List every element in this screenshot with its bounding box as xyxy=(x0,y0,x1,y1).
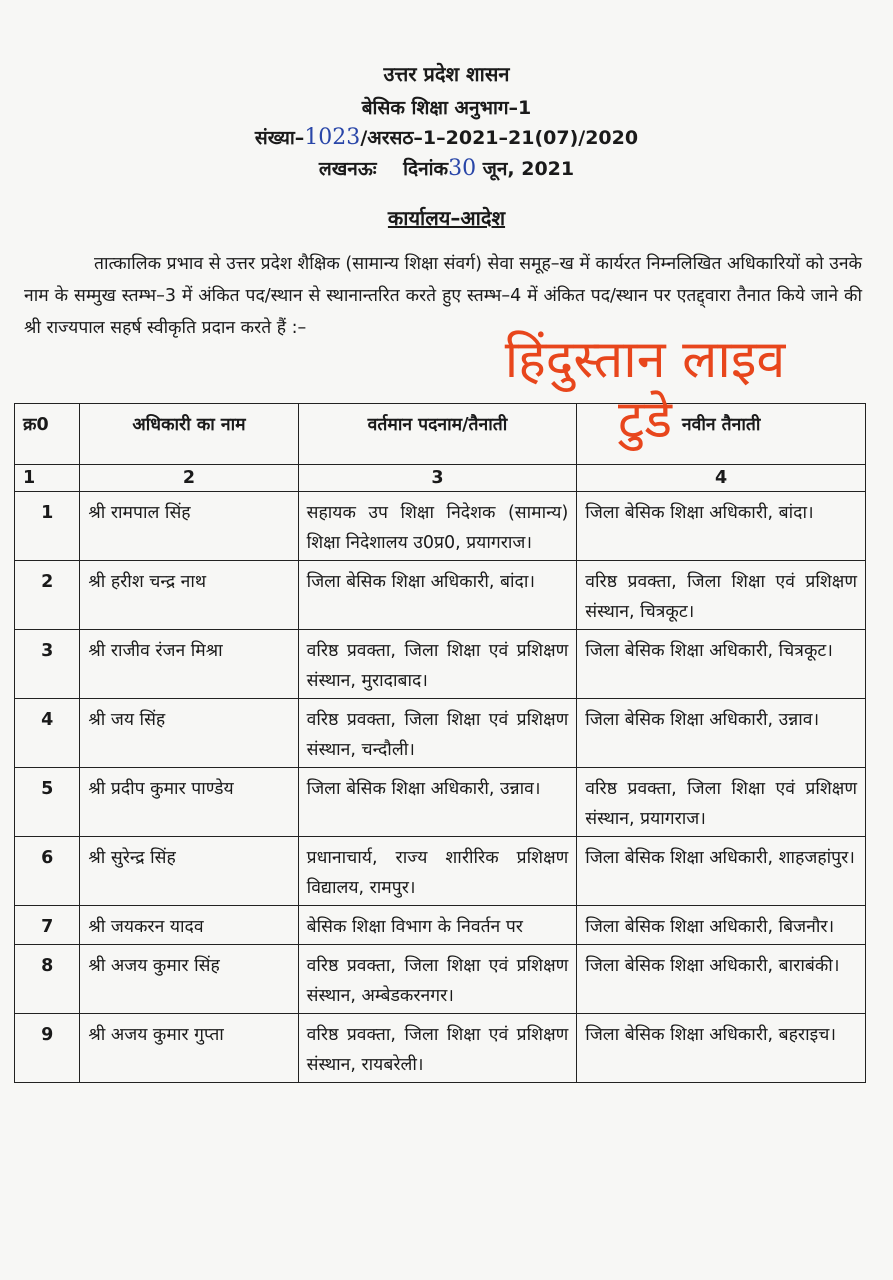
new-post: जिला बेसिक शिक्षा अधिकारी, बांदा। xyxy=(577,492,866,561)
new-post: जिला बेसिक शिक्षा अधिकारी, चित्रकूट। xyxy=(577,630,866,699)
office-order-title xyxy=(0,204,893,231)
office-order-title-text: कार्यालय–आदेश xyxy=(387,206,506,230)
officer-name: श्री अजय कुमार गुप्ता xyxy=(80,1014,298,1083)
officer-name: श्री रामपाल सिंह xyxy=(80,492,298,561)
officer-name: श्री जय सिंह xyxy=(80,699,298,768)
current-post: जिला बेसिक शिक्षा अधिकारी, बांदा। xyxy=(298,561,577,630)
place: लखनऊः xyxy=(318,158,377,180)
column-number-row xyxy=(15,465,866,492)
serial-number: 4 xyxy=(15,699,80,768)
officer-name: श्री प्रदीप कुमार पाण्डेय xyxy=(80,768,298,837)
current-post: सहायक उप शिक्षा निदेशक (सामान्य) शिक्षा निदेशालय उ0प्र0, प्रयागराज। xyxy=(298,492,577,561)
current-post: वरिष्ठ प्रवक्ता, जिला शिक्षा एवं प्रशिक्षण संस्थान, अम्बेडकरनगर। xyxy=(298,945,577,1014)
table-row xyxy=(15,699,866,768)
watermark xyxy=(465,330,825,450)
header-officer-name: अधिकारी का नाम xyxy=(80,404,298,465)
serial-number: 8 xyxy=(15,945,80,1014)
government-heading: उत्तर प्रदेश शासन xyxy=(383,62,510,86)
order-number-label: संख्या– xyxy=(254,127,305,149)
current-post: जिला बेसिक शिक्षा अधिकारी, उन्नाव। xyxy=(298,768,577,837)
officer-name: श्री हरीश चन्द्र नाथ xyxy=(80,561,298,630)
current-post: वरिष्ठ प्रवक्ता, जिला शिक्षा एवं प्रशिक्षण संस्थान, चन्दौली। xyxy=(298,699,577,768)
column-number: 2 xyxy=(80,465,298,492)
header-new-post: नवीन तैनाती xyxy=(577,404,866,465)
serial-number: 1 xyxy=(15,492,80,561)
order-number-rest: /अरसठ–1–2021–21(07)/2020 xyxy=(360,127,639,149)
table-row xyxy=(15,837,866,906)
column-number: 1 xyxy=(15,465,80,492)
watermark-line-1: हिंदुस्तान लाइव xyxy=(504,330,786,390)
officer-name: श्री राजीव रंजन मिश्रा xyxy=(80,630,298,699)
table-row xyxy=(15,492,866,561)
new-post: जिला बेसिक शिक्षा अधिकारी, उन्नाव। xyxy=(577,699,866,768)
officer-name: श्री अजय कुमार सिंह xyxy=(80,945,298,1014)
watermark-line-2: टुडे xyxy=(617,390,673,450)
current-post: बेसिक शिक्षा विभाग के निवर्तन पर xyxy=(298,906,577,945)
section-heading: बेसिक शिक्षा अनुभाग–1 xyxy=(361,97,532,119)
serial-number: 9 xyxy=(15,1014,80,1083)
officer-name: श्री जयकरन यादव xyxy=(80,906,298,945)
table-row xyxy=(15,906,866,945)
date-label: दिनांक xyxy=(403,158,449,180)
new-post: वरिष्ठ प्रवक्ता, जिला शिक्षा एवं प्रशिक्षण संस्थान, चित्रकूट। xyxy=(577,561,866,630)
officer-name: श्री सुरेन्द्र सिंह xyxy=(80,837,298,906)
header-serial: क्र0 xyxy=(15,404,80,465)
place-date-line xyxy=(0,155,893,181)
serial-number: 2 xyxy=(15,561,80,630)
serial-number: 7 xyxy=(15,906,80,945)
table-row xyxy=(15,945,866,1014)
date-rest: जून, 2021 xyxy=(482,158,575,180)
table-row xyxy=(15,768,866,837)
new-post: जिला बेसिक शिक्षा अधिकारी, बिजनौर। xyxy=(577,906,866,945)
new-post: वरिष्ठ प्रवक्ता, जिला शिक्षा एवं प्रशिक्षण संस्थान, प्रयागराज। xyxy=(577,768,866,837)
order-number xyxy=(0,124,893,150)
column-number: 4 xyxy=(577,465,866,492)
current-post: वरिष्ठ प्रवक्ता, जिला शिक्षा एवं प्रशिक्षण संस्थान, रायबरेली। xyxy=(298,1014,577,1083)
new-post: जिला बेसिक शिक्षा अधिकारी, बहराइच। xyxy=(577,1014,866,1083)
column-number: 3 xyxy=(298,465,577,492)
serial-number: 3 xyxy=(15,630,80,699)
table-row xyxy=(15,1014,866,1083)
new-post: जिला बेसिक शिक्षा अधिकारी, शाहजहांपुर। xyxy=(577,837,866,906)
table-row xyxy=(15,561,866,630)
transfer-table xyxy=(14,403,866,1083)
date-handwritten: 30 xyxy=(448,156,477,181)
table-row xyxy=(15,630,866,699)
order-number-handwritten: 1023 xyxy=(304,125,361,150)
current-post: वरिष्ठ प्रवक्ता, जिला शिक्षा एवं प्रशिक्षण संस्थान, मुरादाबाद। xyxy=(298,630,577,699)
header-current-post: वर्तमान पदनाम/तैनाती xyxy=(298,404,577,465)
order-paragraph: तात्कालिक प्रभाव से उत्तर प्रदेश शैक्षिक (सामान्य शिक्षा संवर्ग) सेवा समूह–ख में कार्यरत निम्नलिखित अधिकारियों को उनके नाम के सम्मुख स्तम्भ–3 में अंकित पद/स्थान से स्थानान्तरित करते हुए स्तम्भ–4 में अंकित पद/स्थान पर एतद्द्वारा तैनात किये जाने की श्री राज्यपाल सहर्ष स्वीकृति प्रदान करते हैं :– xyxy=(24,254,862,338)
current-post: प्रधानाचार्य, राज्य शारीरिक प्रशिक्षण विद्यालय, रामपुर। xyxy=(298,837,577,906)
serial-number: 6 xyxy=(15,837,80,906)
new-post: जिला बेसिक शिक्षा अधिकारी, बाराबंकी। xyxy=(577,945,866,1014)
serial-number: 5 xyxy=(15,768,80,837)
